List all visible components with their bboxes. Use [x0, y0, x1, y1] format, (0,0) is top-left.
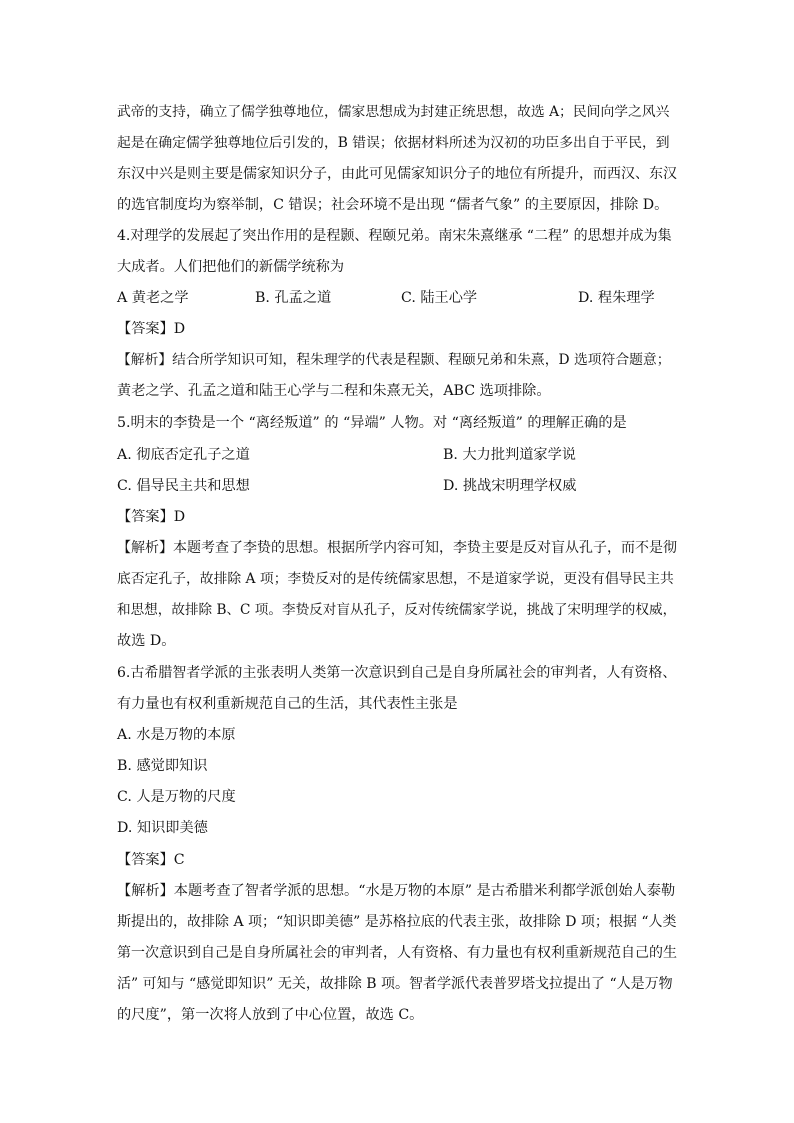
- q4-option-a: A 黄老之学: [117, 290, 189, 306]
- q5-option-b: B. 大力批判道家学说: [443, 447, 576, 463]
- q6-analysis-line-1: 【解析】本题考查了智者学派的思想。“水是万物的本原” 是古希腊米利都学派创始人泰勒: [117, 883, 676, 899]
- q5-option-a: A. 彻底否定孔子之道: [117, 447, 250, 463]
- prev-paragraph-line-3: 东汉中兴是则主要是儒家知识分子，由此可见儒家知识分子的地位有所提升，而西汉、东汉: [117, 166, 677, 182]
- q6-analysis-line-3: 第一次意识到自己是自身所属社会的审判者，人有资格、有力量也有权利重新规范自己的生: [117, 945, 677, 961]
- q6-stem-line-2: 有力量也有权利重新规范自己的生活，其代表性主张是: [117, 696, 458, 712]
- q5-analysis-line-1: 【解析】本题考查了李贽的思想。根据所学内容可知，李贽主要是反对盲从孔子，而不是彻: [117, 540, 677, 556]
- q4-analysis-line-1: 【解析】结合所学知识可知，程朱理学的代表是程颢、程颐兄弟和朱熹，D 选项符合题意；: [117, 352, 671, 368]
- q4-analysis-line-2: 黄老之学、孔孟之道和陆王心学与二程和朱熹无关，ABC 选项排除。: [117, 383, 551, 399]
- q6-analysis-line-5: 的尺度”，第一次将人放到了中心位置，故选 C。: [117, 1007, 424, 1023]
- prev-paragraph-line-1: 武帝的支持，确立了儒学独尊地位，儒家思想成为封建正统思想，故选 A；民间向学之风兴: [117, 104, 670, 120]
- q4-stem-line-2: 大成者。人们把他们的新儒学统称为: [117, 259, 345, 275]
- q5-answer: 【答案】D: [117, 509, 186, 525]
- q4-answer: 【答案】D: [117, 321, 186, 337]
- q6-stem-line-1: 6.古希腊智者学派的主张表明人类第一次意识到自己是自身所属社会的审判者，人有资格、: [117, 665, 677, 681]
- q4-stem-line-1: 4.对理学的发展起了突出作用的是程颢、程颐兄弟。南宋朱熹继承 “二程” 的思想并成为集: [117, 228, 672, 244]
- prev-paragraph-line-4: 的选官制度均为察举制，C 错误；社会环境不是出现 “儒者气象” 的主要原因，排除 D。: [117, 197, 669, 213]
- prev-paragraph-line-2: 起是在确定儒学独尊地位后引发的，B 错误；依据材料所述为汉初的功臣多出自于平民，到: [117, 135, 670, 151]
- q4-option-d: D. 程朱理学: [578, 290, 655, 306]
- q6-analysis-line-2: 斯提出的，故排除 A 项；“知识即美德” 是苏格拉底的代表主张，故排除 D 项；根据 “人类: [117, 914, 677, 930]
- q5-option-d: D. 挑战宋明理学权威: [443, 478, 577, 494]
- q6-option-b: B. 感觉即知识: [117, 758, 208, 774]
- q6-option-a: A. 水是万物的本原: [117, 727, 236, 743]
- q5-stem-line-1: 5.明末的李贽是一个 “离经叛道” 的 “异端” 人物。对 “离经叛道” 的理解正确的是: [117, 415, 627, 431]
- q5-analysis-line-4: 故选 D。: [117, 633, 176, 649]
- q6-answer: 【答案】C: [117, 852, 185, 868]
- q6-option-c: C. 人是万物的尺度: [117, 789, 236, 805]
- q5-analysis-line-2: 底否定孔子，故排除 A 项；李贽反对的是传统儒家思想，不是道家学说，更没有倡导民主共: [117, 571, 674, 587]
- q5-option-c: C. 倡导民主共和思想: [117, 478, 250, 494]
- q5-analysis-line-3: 和思想，故排除 B、C 项。李贽反对盲从孔子，反对传统儒家学说，挑战了宋明理学的权威，: [117, 602, 677, 618]
- q4-option-b: B. 孔孟之道: [255, 290, 332, 306]
- q4-option-c: C. 陆王心学: [401, 290, 478, 306]
- q6-option-d: D. 知识即美德: [117, 820, 208, 836]
- q6-analysis-line-4: 活” 可知与 “感觉即知识” 无关，故排除 B 项。智者学派代表普罗塔戈拉提出了 “人是万物: [117, 976, 673, 992]
